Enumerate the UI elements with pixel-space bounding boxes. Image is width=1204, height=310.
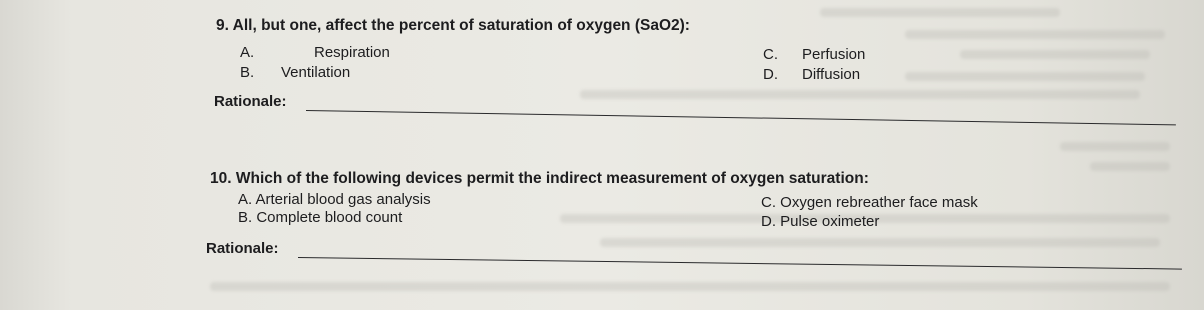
q9-option-b-text: Ventilation [281, 64, 351, 81]
q10-option-b-text: B. Complete blood count [238, 209, 403, 226]
question-10-stem: 10. Which of the following devices permit the indirect measurement of oxygen saturation: [210, 170, 869, 187]
question-10-rationale-line [298, 257, 1182, 270]
q9-option-d-text: Diffusion [802, 66, 861, 83]
q9-option-c-text: Perfusion [802, 46, 866, 63]
q9-option-d-letter: D. [763, 66, 778, 83]
q9-option-b-letter: B. [240, 64, 255, 81]
q9-option-a-letter: A. [240, 44, 255, 61]
question-9-rationale-label: Rationale: [214, 93, 287, 110]
q10-option-a-text: A. Arterial blood gas analysis [238, 191, 431, 208]
q9-option-a-text: Respiration [314, 44, 390, 61]
q9-option-c-letter: C. [763, 46, 778, 63]
q10-option-d-text: D. Pulse oximeter [761, 213, 880, 230]
question-9-rationale-line [306, 110, 1176, 125]
q10-option-c-text: C. Oxygen rebreather face mask [761, 194, 978, 211]
question-10-rationale-label: Rationale: [206, 240, 279, 257]
question-9-stem: 9. All, but one, affect the percent of saturation of oxygen (SaO2): [216, 17, 690, 34]
